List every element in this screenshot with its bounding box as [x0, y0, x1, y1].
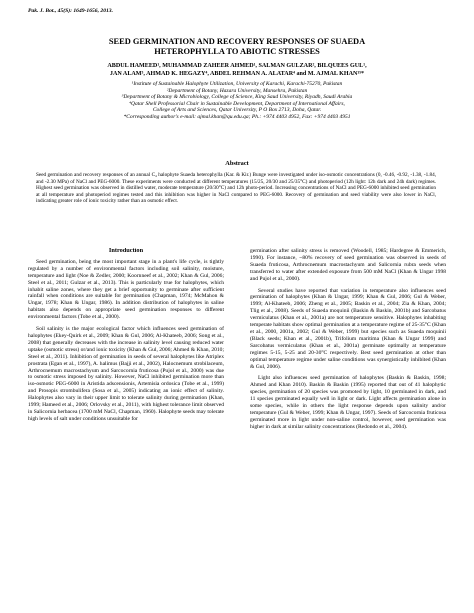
body-paragraph: Light also influences seed germination of halophytes (Baskin & Baskin, 1998; Ahmed and Khan 2010). Baskin & Baskin (1995) reported that out of 41 halophytic species, germination of 20 species was promoted by light, 10 germinated in dark, and 11 species germinated equally well in light or dark. Light affects germination alone in some species, while in others the light response depends upon salinity and/or temperature (Gul & Weber, 1999; Khan & Ungar, 1997). Seeds of Sarcocornia fruticosa germinated more in light under non-saline control, however, seed germination was higher in dark at similar salinity concentrations (Redondo et al., 2004). — [250, 375, 446, 430]
corresponding-author: *Corresponding author's e-mail: ajmal.khan@qu.edu.qa; Ph.: +974 4403 4952, Fax: +974 4403 4951 — [123, 113, 351, 120]
author-line: ABDUL HAMEED¹, MUHAMMAD ZAHEER AHMED¹, SALMAN GULZAR², BILQUEES GUL¹, — [107, 63, 367, 69]
author-line: JAN ALAM³, AHMAD K. HEGAZY⁴, ABDEL REHMAN A. ALATAR⁴ and M. AJMAL KHAN¹⁵* — [109, 71, 365, 77]
affiliation-line: ⁴Qatar Shell Professorial Chair in Sustainable Development, Department of International Affairs, — [129, 100, 345, 107]
affiliations — [28, 81, 446, 121]
author-list — [28, 62, 446, 78]
title-line: HETEROPHYLLA TO ABIOTIC STRESSES — [154, 47, 320, 56]
abstract-heading: Abstract — [225, 160, 249, 167]
affiliation-line: ³Department of Botany & Microbiology, College of Science, King Saud University, Riyadh, Saudi Arabia — [121, 94, 353, 101]
title-line: SEED GERMINATION AND RECOVERY RESPONSES OF SUAEDA — [108, 37, 366, 46]
affiliation-line: College of Arts and Sciences, Qatar University, P O Box 2713, Doha, Qatar. — [152, 107, 322, 114]
abstract-text: Seed germination and recovery responses of an annual C₄ halophyte Suaeda heterophylla (Kar. & Kir.) Bunge were investigated under iso-osmotic concentrations (0, -0.46, -0.92, -1.38, -1.84, and -2.30 MPa) of NaCl and PEG-6000. These experiments were conducted at different temperatures (15/25, 20/30 and 25/35°C) and photoperiod (12h light: 12h dark and 24h dark) regimes. Highest seed germination was observed in distilled water, moderate temperature (20/30°C) and 12h photo-period. Increasing concentrations of NaCl and PEG-6000 inhibited seed germination at all temperature and photoperiod regimes tested and this inhibition was higher in NaCl compared to PEG-6000. Recovery of germination and seed viability were also lower in NaCl, indicating greater role of ionic toxicity rather than an osmotic effect. — [36, 172, 436, 205]
affiliation-line: ²Department of Botany, Hazara University, Mansehra, Pakistan — [166, 87, 308, 94]
body-paragraph: germination after salinity stress is removed (Woodell, 1985; Hardegree & Emmerich, 1990). For instance, ~80% recovery of seed germination was observed in seeds of Suaeda fruticosa, Arthrocnemum macrostachyum and Salicornia rubra seeds when transferred to water after extended exposure from 500 mM NaCl (Khan & Ungar 1998 and Pujol et al., 2000). — [250, 248, 446, 282]
introduction-heading: Introduction — [108, 248, 144, 254]
body-paragraph: Several studies have reported that variation in temperature also influences seed germination of halophytes (Khan & Ungar, 1999; Khan & Gul, 2006; Gul & Weber, 1999; Al-Khateeb, 2006; Zheng et al., 2005; Baskin et al., 2004; Zia & Khan, 2004; Tlig et al., 2008). Seeds of Suaeda moquinii (Baskin & Baskin, 2001b) and Sarcobatus vermiculatus (Khan et al., 2001a) are not temperature sensitive. Halophytes inhabiting temperate habitats show optimal germination at a temperature regime of 25-35°C (Khan et al., 2000, 2001a, 2002; Gul & Weber, 1999) but species such as Suaeda moquinii (Black seeds; Khan et al., 2001b), Trifolium maritima (Khan & Ungar 1999) and Sarcobatus vermiculatus (Khan et al., 2001a) germinate optimally at temperature regimes 5-15, 5-25 and 20-30°C respectively. Best seed germination at other than optimal temperature regime under saline conditions was synergistically inhibited (Khan & Gul, 2006). — [250, 287, 446, 370]
body-paragraph: Seed germination, being the most important stage in a plant's life cycle, is tightly regulated by a number of environmental factors including soil salinity, moisture, temperature and light (Noe & Zedler, 2000; Koornneef et al., 2002; Khan & Gul, 2006; Steel et al., 2011; Gulzar et al., 2013). This is particularly true for halophytes, which inhabit saline zones, where they get a brief opportunity to germinate after sufficient rainfall when conditions are suitable for germination (Chapman, 1974; McMahon & Ungar, 1978; Khan & Ungar, 1986). In addition distribution of halophytes in saline habitats also depends on appropriate seed germination responses to different environmental factors (Tobe et al., 2000). — [28, 258, 224, 321]
journal-reference: Pak. J. Bot., 45(S): 1649-1656, 2013. — [28, 8, 113, 14]
affiliation-line: ¹Institute of Sustainable Halophyte Utilization, University of Karachi, Karachi-75270, Pakistan — [131, 81, 343, 87]
paper-title — [28, 37, 446, 57]
right-column — [250, 248, 446, 608]
body-paragraph: Soil salinity is the major ecological factor which influences seed germination of halophytes (Ekey-Quirk et al., 2009; Khan & Gul, 2006; Al-Khateeb, 2006; Song et al., 2008) that generally decreases with the increase in salinity level causing reduced water uptake (osmotic stress) or/and ionic toxicity (Khan & Gul, 2006; Ahmed & Khan, 2010; Steel et al., 2011). Inhibition of germination in seeds of several halophytes like Atriplex prostrata (Egan et al., 1997), A. halimus (Bajji et al., 2002), Halocnemum strobilaceum, Arthrocnemum macrostachyum and Sarcocornia fruticosa (Pujol et al., 2000) was due to osmotic stress imposed by salinity. However, NaCl inhibited germination more than iso-osmotic PEG-6000 in Aristida adscensionis, Artemisia ordosica (Tobe et al., 1999) and Prosopis strombulifera (Sosa et al., 2005) indicating an ionic effect of salinity. Halophytes also vary in their upper limit to tolerate salinity during germination (Khan, 1999; Hameed et al., 2006; Orlovsky et al., 2011), with highest tolerance limit observed in Salicornia herbacea (1700 mM NaCl, Chapman, 1960). Halophyte seeds may tolerate high levels of salt under conditions unsuitable for — [28, 326, 224, 422]
header-block — [28, 37, 446, 121]
left-column — [28, 248, 224, 608]
